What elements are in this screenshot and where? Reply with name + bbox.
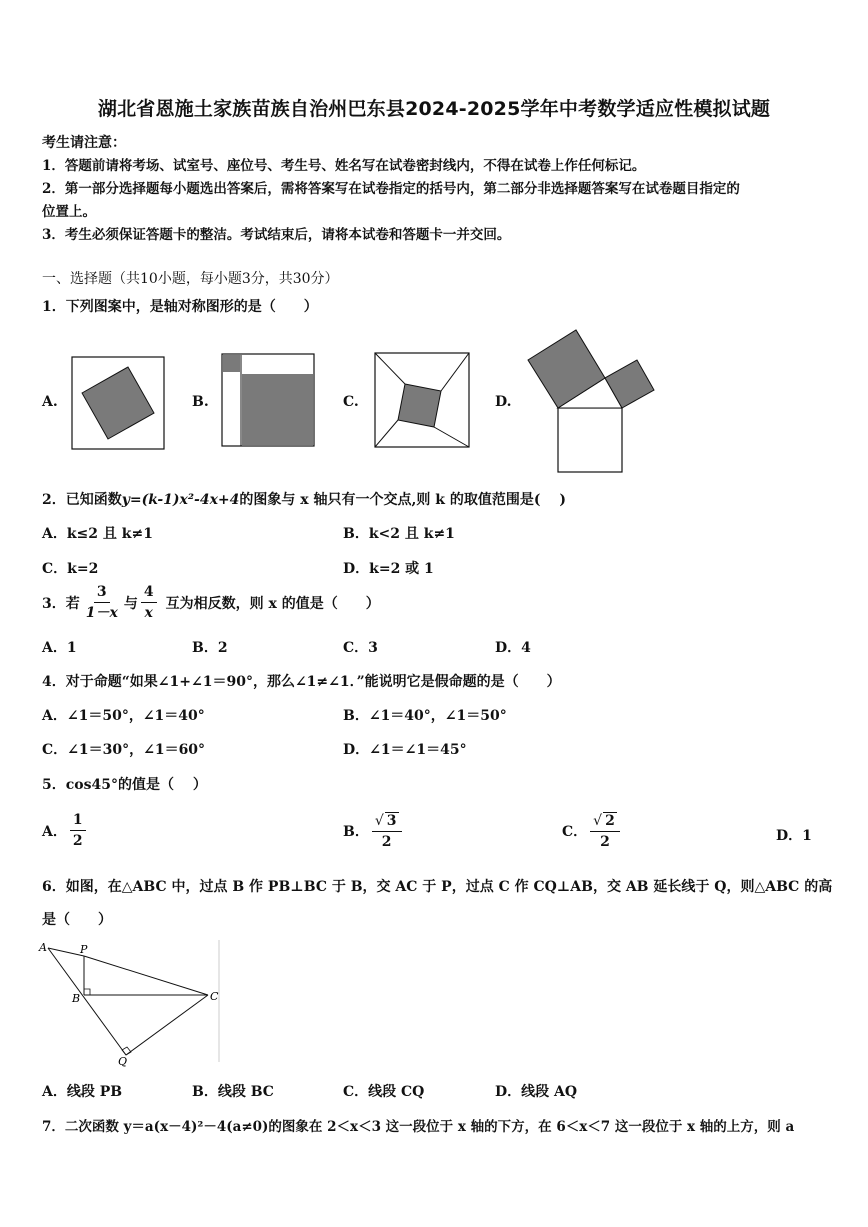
q1-figure-b [220,352,318,450]
q5-option-b[interactable]: B． $\frac{√ 3}{2}$ [343,812,405,850]
notice-heading: 考生请注意： [42,135,126,151]
q2-stem [42,489,566,509]
notice-item-1: 1．答题前请将考场、试室号、座位号、考生号、姓名写在试卷密封线内，不得在试卷上作任何标记。 [42,158,646,174]
q6-stem: 6．如图，在△ABC 中，过点 B 作 PB⊥BC 于 B，交 AC 于 P，过点 C 作 CQ⊥AB，交 AB 延长线于 Q，则△ABC 的高 [42,879,833,895]
q3-fraction-2: $\frac{4}{x}$ [141,584,157,621]
q6-stem-cont: 是（ ） [42,912,112,928]
q5-stem: 5．cos45°的值是（ ） [42,777,207,793]
page-title: 湖北省恩施土家族苗族自治州巴东县2024-2025学年中考数学适应性模拟试题 [97,98,771,120]
q1-stem: 1．下列图案中，是轴对称图形的是（ ） [42,299,318,315]
q3-option-c[interactable]: C．3 [343,640,378,656]
point-label-c: C [210,990,219,1003]
q1-figure-d [522,326,658,476]
section-heading: 一、选择题（共10小题，每小题3分，共30分） [42,271,339,287]
q2-function: y=(k-1)x²-4x+4 [121,492,240,508]
q3-stem [42,584,380,621]
q1-label-d: D. [495,394,512,410]
q3-mid: 与 [123,595,138,612]
q5-option-a[interactable]: A． $\frac{1}{2}$ [42,812,89,849]
q3-option-a[interactable]: A．1 [42,640,77,656]
q4-option-c[interactable]: C．∠1＝30°，∠1＝60° [42,742,206,758]
q1-figure-a [70,355,166,451]
q4-stem: 4．对于命题“如果∠1+∠1＝90°，那么∠1≠∠1．”能说明它是假命题的是（ ） [42,674,561,690]
q2-option-c[interactable]: C．k=2 [42,561,99,577]
q3-stem-pre: 3．若 [42,595,80,612]
q2-stem-pre: 2．已知函数 [42,492,122,508]
point-label-q: Q [118,1055,128,1068]
q2-option-a[interactable]: A．k≤2 且 k≠1 [42,526,153,542]
q1-label-c: C. [343,394,359,410]
q2-option-d[interactable]: D．k=2 或 1 [343,561,434,577]
notice-item-3: 3．考生必须保证答题卡的整洁。考试结束后，请将本试卷和答题卡一并交回。 [42,227,511,243]
q7-stem: 7．二次函数 y＝a(x－4)²－4(a≠0)的图象在 2＜x＜3 这一段位于 x 轴的下方，在 6＜x＜7 这一段位于 x 轴的上方，则 a [42,1119,795,1135]
notice-item-2: 2．第一部分选择题每小题选出答案后，需将答案写在试卷指定的括号内，第二部分非选择题答案写在试卷题目指定的 [42,181,740,197]
q3-option-b[interactable]: B．2 [192,640,228,656]
q6-figure [36,938,226,1070]
q6-option-a[interactable]: A．线段 PB [42,1084,123,1100]
q2-stem-post: 的图象与 x 轴只有一个交点,则 k 的取值范围是( ) [239,492,566,508]
q2-option-b[interactable]: B．k<2 且 k≠1 [343,526,455,542]
q3-stem-post: 互为相反数，则 x 的值是（ ） [165,595,380,612]
q5-option-d[interactable]: D．1 [776,828,812,844]
q6-option-c[interactable]: C．线段 CQ [343,1084,425,1100]
q1-figure-c [373,351,471,449]
notice-item-2-cont: 位置上。 [42,204,96,220]
point-label-p: P [80,943,88,956]
q5-option-c[interactable]: C． $\frac{√ 2}{2}$ [562,812,623,850]
q6-option-b[interactable]: B．线段 BC [192,1084,274,1100]
point-label-b: B [72,992,81,1005]
q1-label-b: B. [192,394,209,410]
point-label-a: A [39,941,47,954]
q1-label-a: A. [42,394,58,410]
q4-option-d[interactable]: D．∠1＝∠1＝45° [343,742,467,758]
q3-fraction-1: $\frac{3}{1-x}$ [85,584,118,622]
q3-option-d[interactable]: D．4 [495,640,531,656]
q6-option-d[interactable]: D．线段 AQ [495,1084,578,1100]
q4-option-b[interactable]: B．∠1＝40°，∠1＝50° [343,708,507,724]
q4-option-a[interactable]: A．∠1＝50°，∠1＝40° [42,708,205,724]
